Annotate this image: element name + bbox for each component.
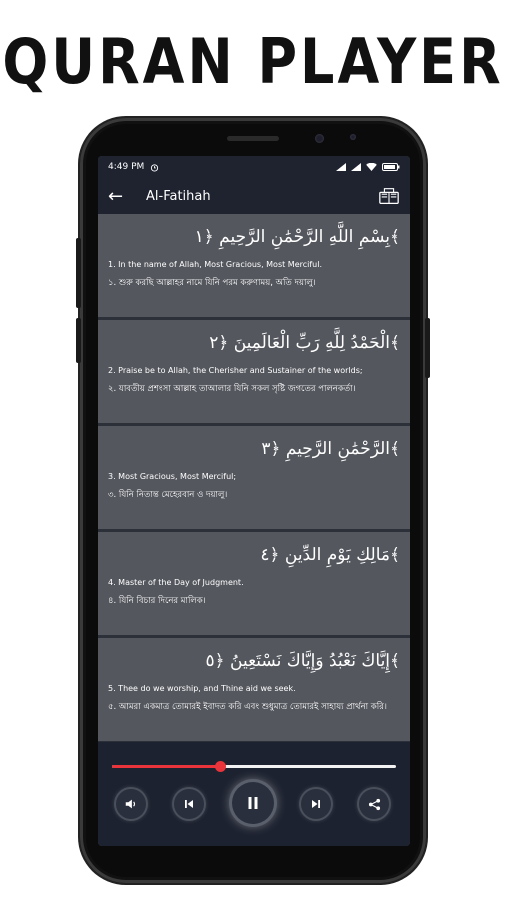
screen (98, 156, 410, 846)
verse-bengali: ৪. যিনি বিচার দিনের মালিক। (108, 596, 206, 606)
verse-card[interactable] (98, 532, 410, 638)
phone-side-button (76, 238, 81, 308)
quran-book-icon[interactable] (378, 185, 400, 207)
alarm-icon (150, 163, 159, 172)
volume-button[interactable] (116, 789, 146, 819)
previous-icon (183, 798, 195, 810)
battery-icon (382, 163, 400, 171)
verse-english: 5. Thee do we worship, and Thine aid we seek. (108, 684, 296, 693)
seek-progress (112, 765, 220, 768)
verse-bengali: ২. যাবতীয় প্রশংসা আল্লাহ তাআলার যিনি সকল সৃষ্টি জগতের পালনকর্তা। (108, 384, 356, 394)
next-icon (310, 798, 322, 810)
verse-card[interactable] (98, 426, 410, 532)
phone-frame (80, 118, 426, 883)
signal-icon (351, 163, 361, 171)
verse-arabic: إِيَّاكَ نَعْبُدُ وَإِيَّاكَ نَسْتَعِينُ ﴿٥﴾ (205, 651, 400, 671)
back-arrow-icon[interactable]: ← (108, 185, 124, 207)
verse-card[interactable] (98, 320, 410, 426)
phone-side-button (76, 318, 81, 363)
verse-arabic: الْحَمْدُ لِلَّهِ رَبِّ الْعَالَمِينَ ﴿٢﴾ (209, 333, 400, 353)
front-camera (315, 134, 324, 143)
verse-english: 2. Praise be to Allah, the Cherisher and Sustainer of the worlds; (108, 366, 363, 375)
next-button[interactable] (301, 789, 331, 819)
page-title: Al-Fatihah (146, 188, 211, 204)
phone-speaker (227, 136, 279, 141)
verse-card[interactable] (98, 638, 410, 742)
verse-bengali: ১. শুরু করছি আল্লাহর নামে যিনি পরম করুণাময়, অতি দয়ালু। (108, 278, 316, 288)
verse-list[interactable] (98, 214, 410, 742)
verse-arabic: مَالِكِ يَوْمِ الدِّينِ ﴿٤﴾ (260, 545, 400, 565)
volume-icon (124, 797, 138, 811)
share-icon (368, 798, 381, 811)
verse-arabic: بِسْمِ اللَّهِ الرَّحْمَٰنِ الرَّحِيمِ ﴿١﴾ (194, 227, 400, 247)
phone-side-button (425, 318, 430, 378)
seek-bar[interactable] (112, 765, 396, 768)
previous-button[interactable] (174, 789, 204, 819)
app-bar (98, 178, 410, 214)
verse-bengali: ৫. আমরা একমাত্র তোমারই ইবাদত করি এবং শুধুমাত্র তোমারই সাহায্য প্রার্থনা করি। (108, 702, 387, 712)
signal-icon (336, 163, 346, 171)
sensor (350, 134, 356, 140)
verse-english: 4. Master of the Day of Judgment. (108, 578, 244, 587)
wifi-icon (366, 163, 377, 171)
verse-english: 1. In the name of Allah, Most Gracious, Most Merciful. (108, 260, 323, 269)
status-bar (98, 156, 410, 178)
verse-card[interactable] (98, 214, 410, 320)
verse-english: 3. Most Gracious, Most Merciful; (108, 472, 237, 481)
pause-icon (245, 795, 261, 811)
pause-button[interactable] (232, 782, 274, 824)
seek-thumb[interactable] (215, 761, 226, 772)
share-button[interactable] (359, 789, 389, 819)
promo-title: QURAN PLAYER (2, 25, 504, 98)
verse-bengali: ৩. যিনি নিতান্ত মেহেরবান ও দয়ালু। (108, 490, 228, 500)
audio-player (98, 742, 410, 846)
verse-arabic: الرَّحْمَٰنِ الرَّحِيمِ ﴿٣﴾ (261, 439, 400, 459)
status-time: 4:49 PM (108, 162, 145, 172)
